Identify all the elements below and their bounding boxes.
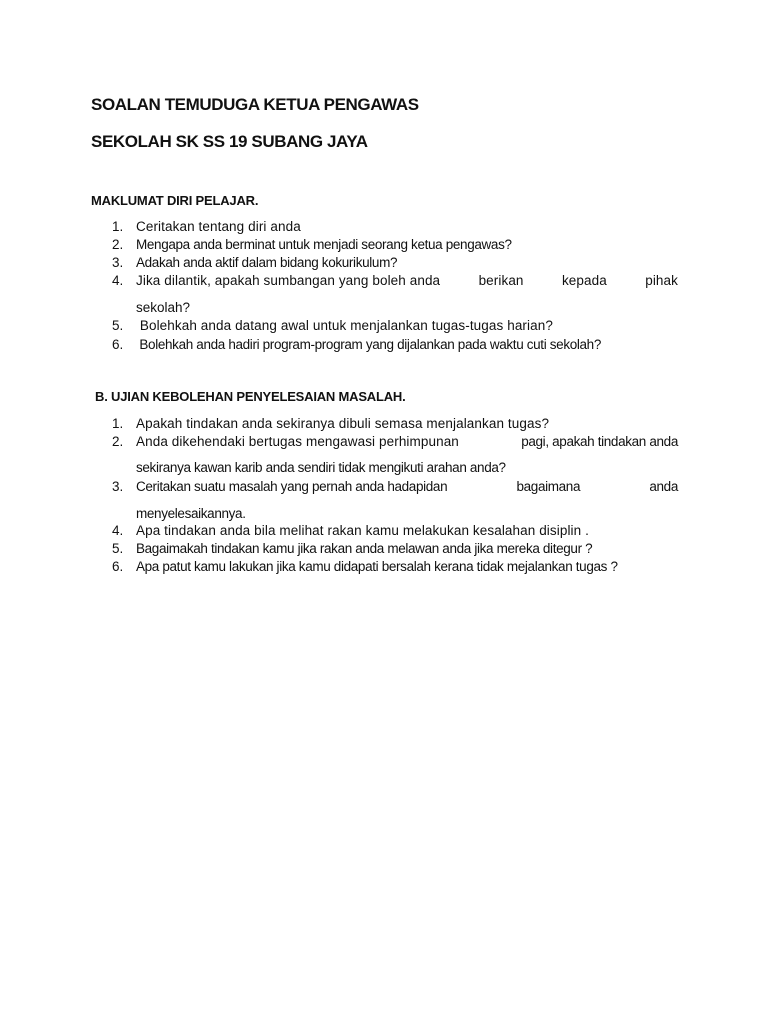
item-number: 4. — [112, 523, 124, 538]
item-text-part: Jika dilantik, apakah sumbangan yang boleh anda — [136, 273, 441, 288]
item-number: 6. — [112, 559, 124, 574]
item-number: 5. — [112, 318, 124, 333]
document-subtitle: SEKOLAH SK SS 19 SUBANG JAYA — [91, 132, 368, 151]
item-text: Bolehkah anda hadiri program-program yang dijalankan pada waktu cuti sekolah? — [136, 337, 602, 352]
item-text: Mengapa anda berminat untuk menjadi seorang ketua pengawas? — [136, 237, 512, 252]
item-number: 2. — [112, 434, 124, 449]
item-text-part: berikan — [478, 273, 524, 288]
item-text: Apa tindakan anda bila melihat rakan kamu melakukan kesalahan disiplin . — [136, 523, 589, 538]
item-number: 4. — [112, 273, 124, 288]
item-number: 2. — [112, 237, 124, 252]
item-number: 3. — [112, 479, 124, 494]
item-text-part: bagaimana — [516, 479, 581, 494]
item-text-continuation: sekolah? — [136, 300, 191, 315]
item-text-part: Ceritakan suatu masalah yang pernah anda hadapidan — [136, 479, 448, 494]
item-text: Ceritakan tentang diri anda — [136, 219, 301, 234]
section-b-heading: B. UJIAN KEBOLEHAN PENYELESAIAN MASALAH. — [95, 389, 406, 404]
item-text: Apa patut kamu lakukan jika kamu didapati bersalah kerana tidak mejalankan tugas ? — [136, 559, 618, 574]
item-number: 6. — [112, 337, 124, 352]
item-text-continuation: sekiranya kawan karib anda sendiri tidak mengikuti arahan anda? — [136, 460, 506, 475]
item-number: 5. — [112, 541, 124, 556]
item-number: 1. — [112, 219, 124, 234]
item-number: 1. — [112, 416, 124, 431]
item-text-part: Anda dikehendaki bertugas mengawasi perhimpunan — [136, 434, 459, 449]
item-text: Bolehkah anda datang awal untuk menjalankan tugas-tugas harian? — [136, 318, 553, 333]
item-text — [136, 272, 678, 289]
item-text: Adakah anda aktif dalam bidang kokurikulum? — [136, 255, 398, 270]
item-text — [136, 433, 678, 450]
item-text — [136, 478, 678, 495]
item-text: Apakah tindakan anda sekiranya dibuli semasa menjalankan tugas? — [136, 416, 550, 431]
item-text-part: pihak — [645, 273, 678, 288]
item-text: Bagaimakah tindakan kamu jika rakan anda melawan anda jika mereka ditegur ? — [136, 541, 593, 556]
section-a-heading: MAKLUMAT DIRI PELAJAR. — [91, 193, 259, 208]
item-text-part: anda — [649, 479, 678, 494]
item-text-part: kepada — [561, 273, 607, 288]
item-number: 3. — [112, 255, 124, 270]
item-text-continuation: menyelesaikannya. — [136, 506, 246, 521]
document-title: SOALAN TEMUDUGA KETUA PENGAWAS — [91, 95, 419, 114]
item-text-part: pagi, apakah tindakan anda — [521, 434, 678, 449]
